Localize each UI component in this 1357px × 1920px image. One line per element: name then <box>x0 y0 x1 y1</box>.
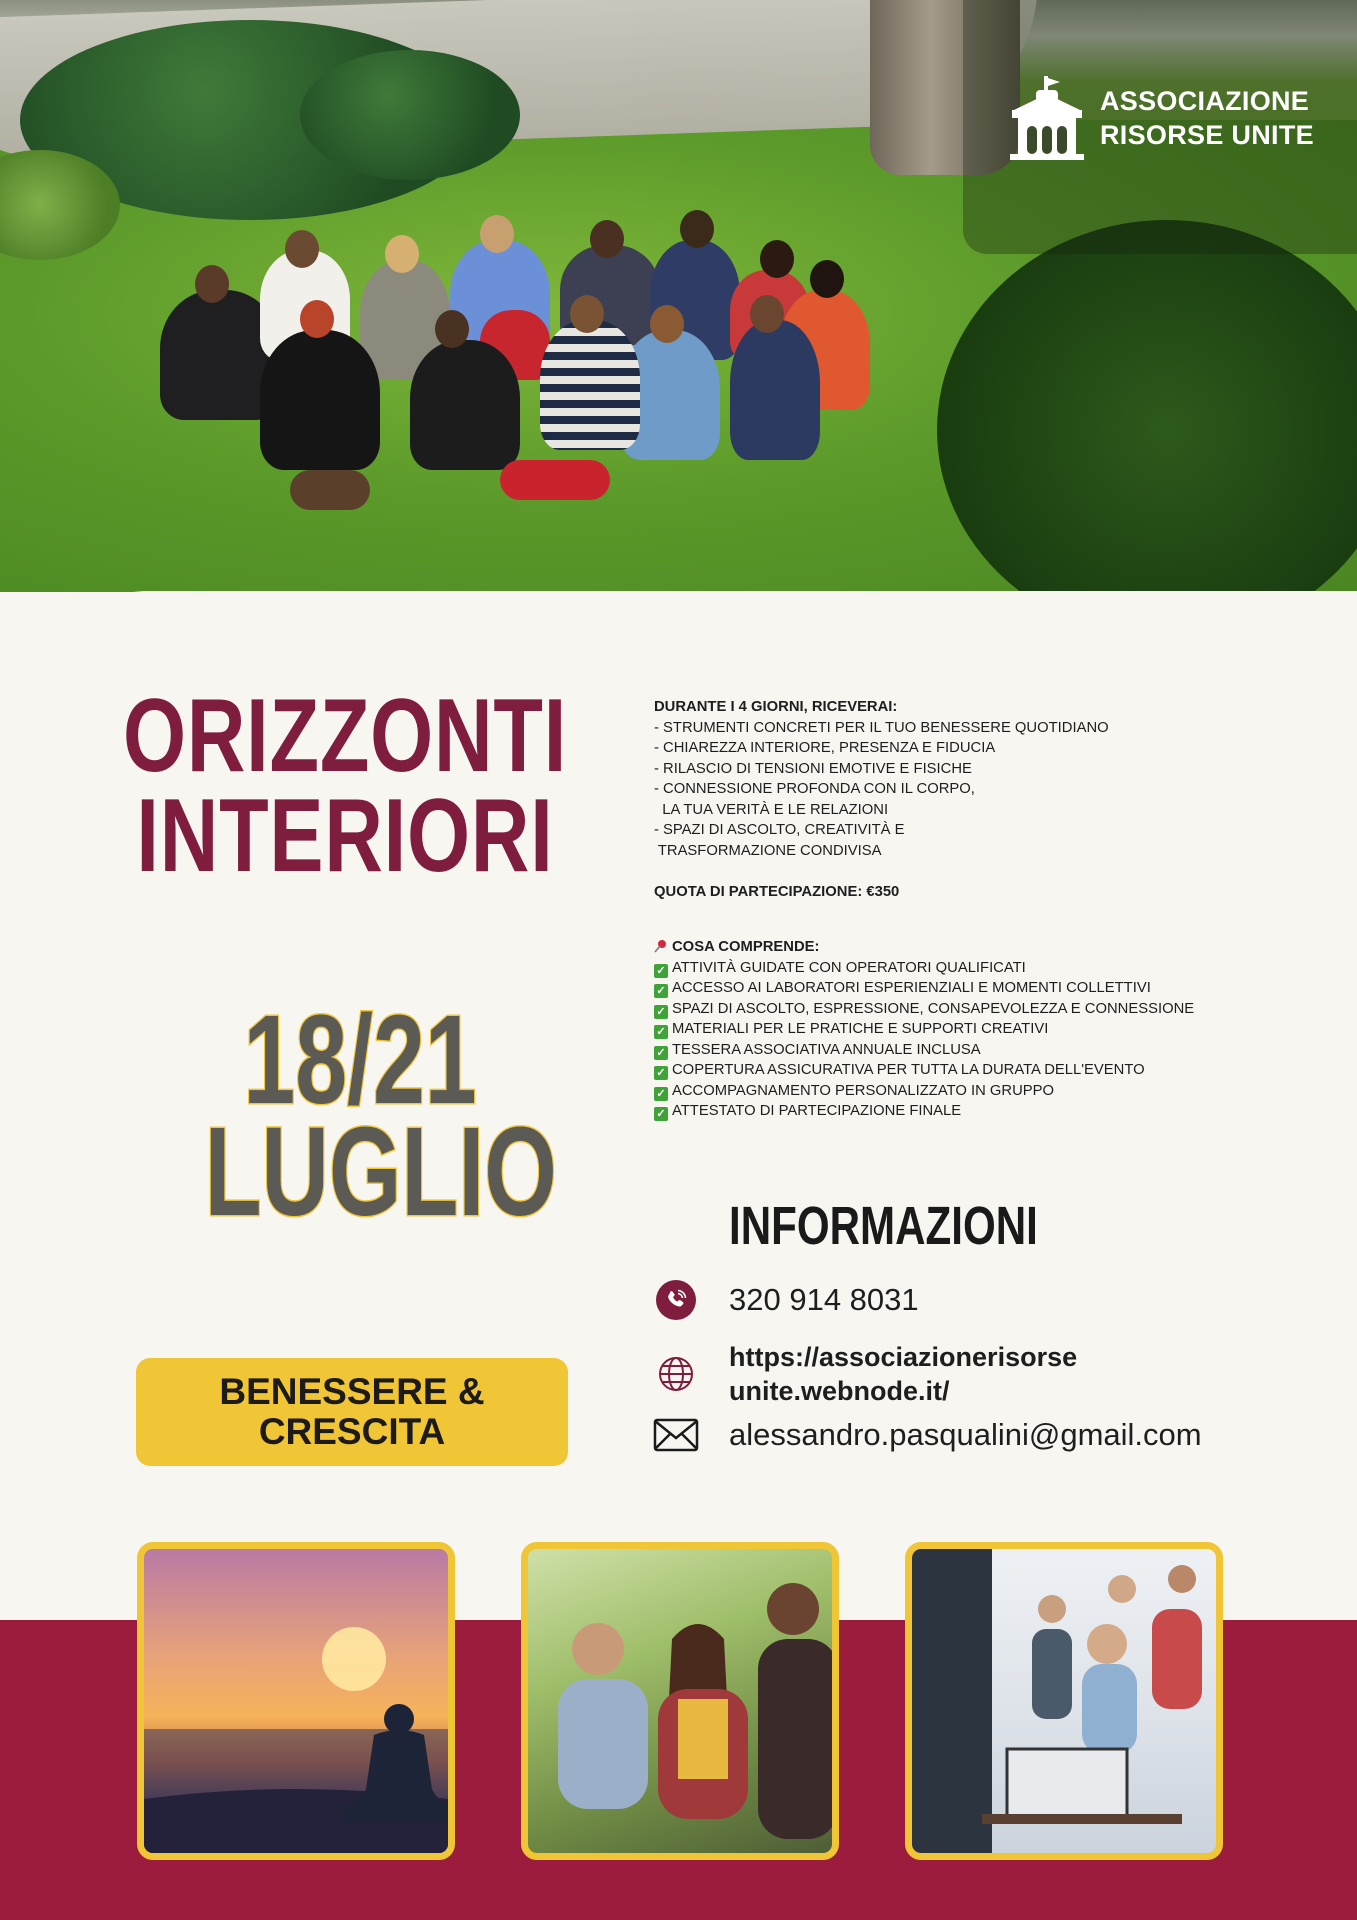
website-link[interactable] <box>729 1340 1077 1408</box>
category-badge-label: BENESSERE & CRESCITA <box>219 1371 485 1452</box>
includes-item-text: ACCOMPAGNAMENTO PERSONALIZZATO IN GRUPPO <box>672 1082 1055 1099</box>
includes-item-text: TESSERA ASSOCIATIVA ANNUALE INCLUSA <box>672 1041 981 1058</box>
receive-item: - CONNESSIONE PROFONDA CON IL CORPO, <box>654 781 975 797</box>
includes-item <box>654 1019 1294 1040</box>
event-date-days: 18/21 <box>243 989 477 1130</box>
meditation-sunset-photo <box>137 1542 455 1860</box>
organization-name-line1: ASSOCIAZIONE <box>1100 86 1310 116</box>
includes-heading: COSA COMPRENDE: <box>672 939 820 955</box>
includes-item <box>654 999 1294 1020</box>
check-box-icon: ✓ <box>654 1005 668 1019</box>
event-title-line1: ORIZZONTI <box>122 678 568 794</box>
includes-item <box>654 1101 1294 1122</box>
category-badge <box>136 1358 568 1466</box>
event-details <box>654 697 1294 1122</box>
receive-item: - CHIAREZZA INTERIORE, PRESENZA E FIDUCIA <box>654 740 996 756</box>
email-row[interactable] <box>652 1411 1202 1459</box>
check-box-icon: ✓ <box>654 1107 668 1121</box>
includes-heading-row <box>654 937 1294 958</box>
receive-item: LA TUA VERITÀ E LE RELAZIONI <box>654 801 889 818</box>
participation-fee: QUOTA DI PARTECIPAZIONE: €350 <box>654 883 900 900</box>
check-box-icon: ✓ <box>654 1087 668 1101</box>
website-row <box>652 1350 700 1398</box>
phone-row[interactable] <box>652 1276 919 1324</box>
receive-item: - SPAZI DI ASCOLTO, CREATIVITÀ E <box>654 822 905 838</box>
includes-item <box>654 958 1294 979</box>
email-address: alessandro.pasqualini@gmail.com <box>729 1417 1202 1452</box>
friends-talking-photo <box>521 1542 839 1860</box>
includes-item-text: ATTESTATO DI PARTECIPAZIONE FINALE <box>672 1103 962 1119</box>
globe-icon <box>656 1354 696 1394</box>
receive-item: TRASFORMAZIONE CONDIVISA <box>654 842 882 859</box>
phone-number: 320 914 8031 <box>729 1282 919 1317</box>
check-box-icon: ✓ <box>654 1046 668 1060</box>
includes-item <box>654 1081 1294 1102</box>
classroom-training-photo <box>905 1542 1223 1860</box>
check-box-icon: ✓ <box>654 1025 668 1039</box>
includes-item-text: SPAZI DI ASCOLTO, ESPRESSIONE, CONSAPEVOLEZZA E CONNESSIONE <box>672 1000 1195 1017</box>
check-box-icon: ✓ <box>654 1066 668 1080</box>
event-title <box>122 678 568 894</box>
check-box-icon: ✓ <box>654 964 668 978</box>
phone-icon <box>656 1280 696 1320</box>
receive-item: - STRUMENTI CONCRETI PER IL TUO BENESSERE QUOTIDIANO <box>654 719 1109 736</box>
people-group <box>150 230 930 530</box>
check-box-icon: ✓ <box>654 984 668 998</box>
receive-heading: DURANTE I 4 GIORNI, RICEVERAI: <box>654 699 898 715</box>
includes-item <box>654 1040 1294 1061</box>
organization-logo <box>1010 76 1314 160</box>
event-title-line2: INTERIORI <box>136 778 554 894</box>
event-date-month: LUGLIO <box>204 1101 557 1242</box>
includes-item <box>654 1060 1294 1081</box>
includes-item <box>654 978 1294 999</box>
pushpin-icon <box>654 939 668 953</box>
info-heading: INFORMAZIONI <box>729 1196 1038 1256</box>
organization-name <box>1100 84 1314 152</box>
receive-item: - RILASCIO DI TENSIONI EMOTIVE E FISICHE <box>654 760 972 777</box>
organization-name-line2: RISORSE UNITE <box>1100 120 1314 150</box>
includes-item-text: ATTIVITÀ GUIDATE CON OPERATORI QUALIFICATI <box>672 959 1026 976</box>
includes-item-text: ACCESSO AI LABORATORI ESPERIENZIALI E MOMENTI COLLETTIVI <box>672 980 1151 996</box>
includes-item-text: COPERTURA ASSICURATIVA PER TUTTA LA DURATA DELL'EVENTO <box>672 1062 1145 1078</box>
website-line2: unite.webnode.it/ <box>729 1376 950 1406</box>
website-line1: https://associazionerisorse <box>729 1342 1078 1372</box>
envelope-icon <box>653 1418 699 1452</box>
includes-item-text: MATERIALI PER LE PRATICHE E SUPPORTI CREATIVI <box>672 1021 1049 1037</box>
building-columns-icon <box>1010 76 1084 160</box>
event-date <box>204 989 557 1242</box>
